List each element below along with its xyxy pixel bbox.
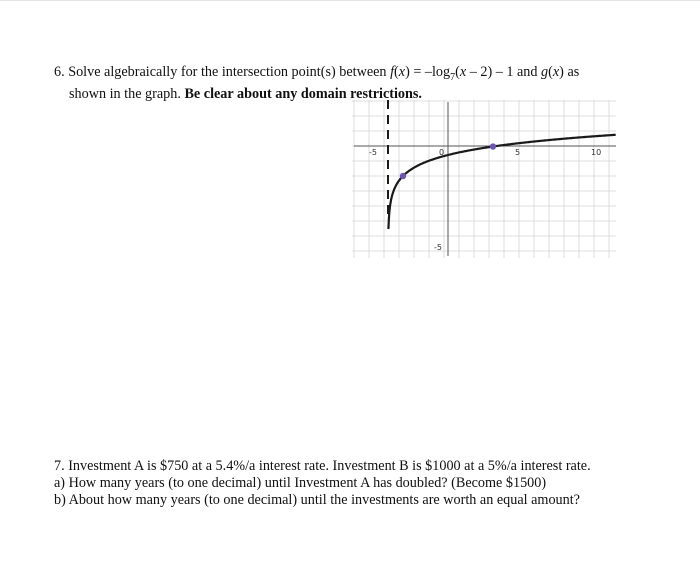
x-var-1: x [398, 64, 406, 80]
question-7-part-b: b) About how many years (to one decimal) until the investments are worth an equal amount? [54, 492, 580, 508]
question-6-line-1: 6. Solve algebraically for the intersection point(s) between $f(x) = -\log_7(x - 2) - 1$ and g(x) as [54, 64, 580, 83]
q6-text-e: ) as [559, 64, 580, 80]
q6-text-a: Solve algebraically for the intersection point(s) between [68, 64, 391, 80]
intersection-point-2 [490, 143, 496, 149]
x-var-2: x [459, 64, 467, 80]
question-7-line-1: 7. Investment A is $750 at a 5.4%/a interest rate. Investment B is $1000 at a 5%/a interest rate. [54, 458, 591, 474]
g-label: g [541, 64, 549, 80]
y-tick-label-neg5: -5 [434, 243, 442, 252]
q6-text-d: – 2) – 1 and [466, 64, 542, 80]
domain-emphasis: Be clear about any domain restrictions. [184, 85, 422, 102]
intersection-point-1 [400, 173, 406, 179]
question-number: 6. [54, 64, 65, 80]
log-curve [388, 135, 615, 229]
log-graph [348, 96, 618, 260]
question-7-part-a: a) How many years (to one decimal) until Investment A has doubled? (Become $1500) [54, 475, 547, 491]
q6-text-c: ( [455, 64, 460, 80]
grid-lines [352, 100, 616, 258]
x-tick-label-neg5: -5 [369, 148, 377, 157]
x-tick-label-0: 0 [439, 148, 445, 157]
x-tick-label-10: 10 [591, 148, 602, 157]
x-tick-label-5: 5 [515, 148, 521, 157]
q6-text-b: ) = –log [405, 64, 451, 80]
q6-line2-text: shown in the graph. [69, 85, 185, 102]
f-label: f [390, 64, 395, 80]
log-base: 7 [450, 71, 456, 83]
question-7 [54, 458, 674, 509]
x-var-3: x [552, 64, 560, 80]
